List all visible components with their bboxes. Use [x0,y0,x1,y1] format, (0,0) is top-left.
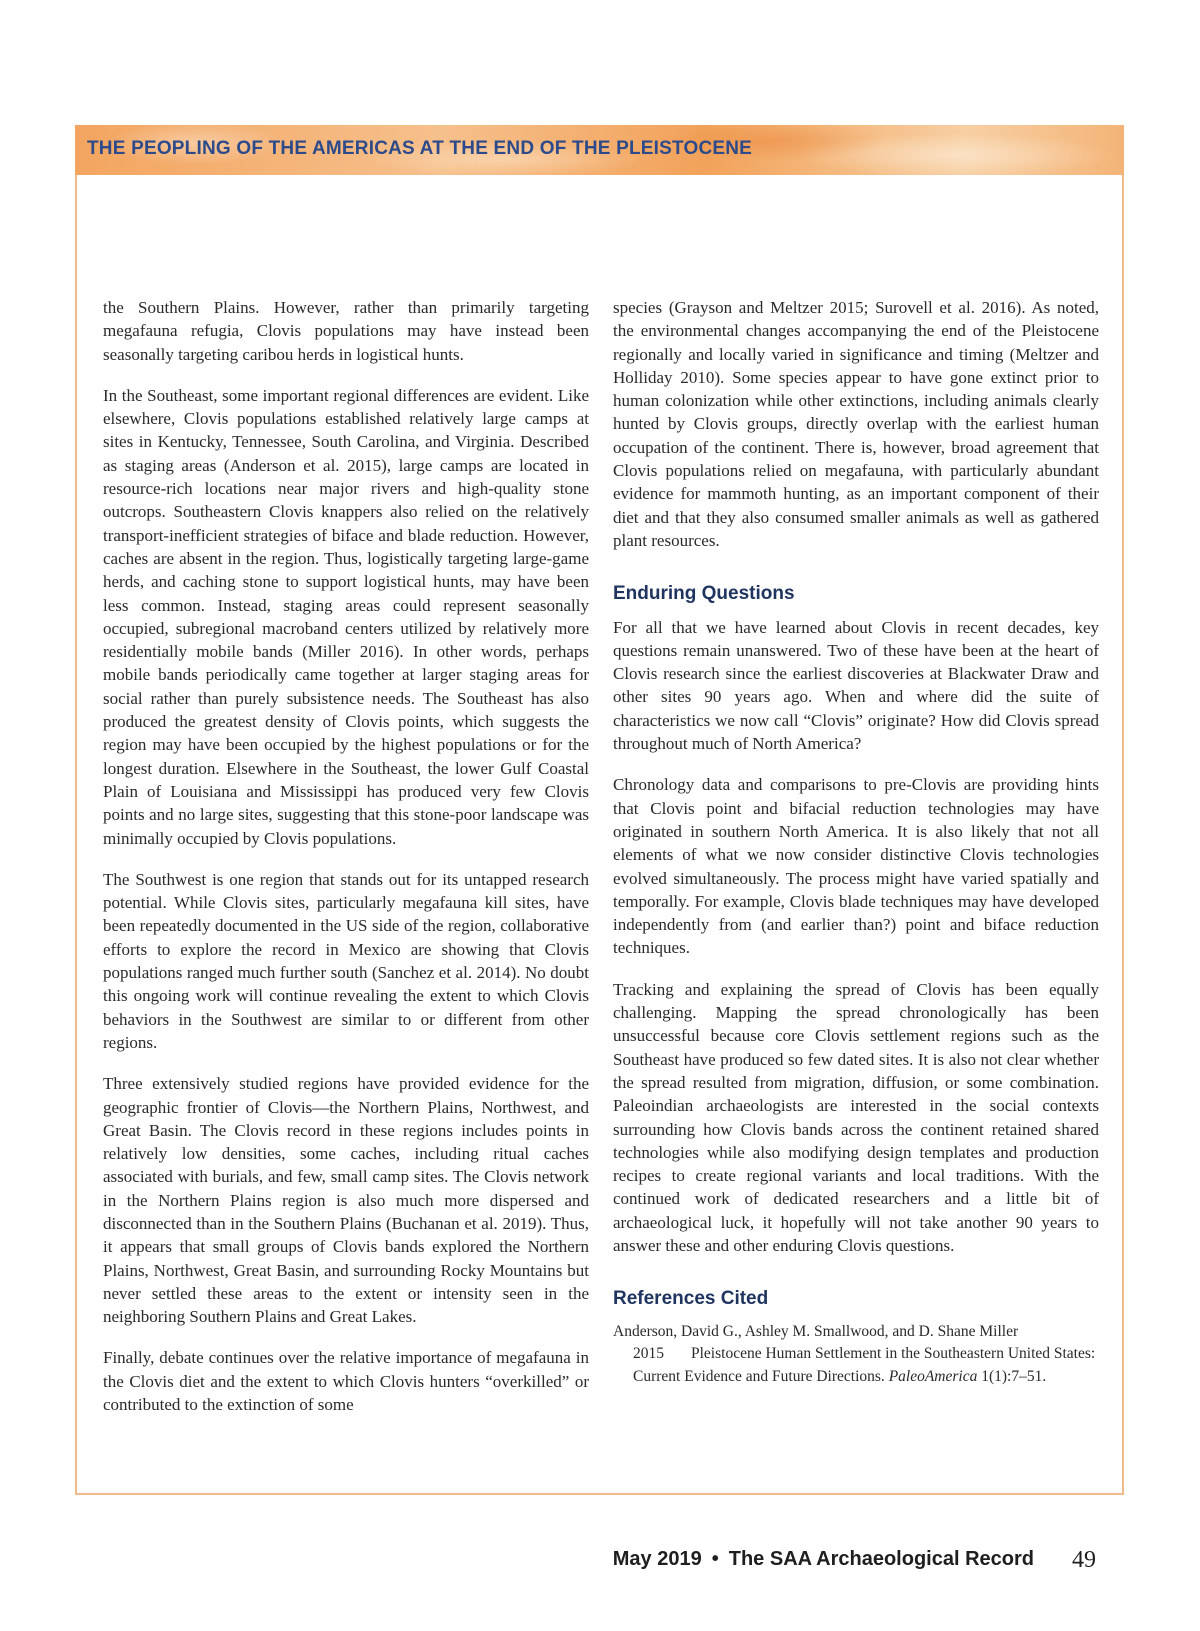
footer-separator: • [711,1548,719,1570]
paragraph: species (Grayson and Meltzer 2015; Surovell et al. 2016). As noted, the environmental changes accompanying the end of the Pleistocene regionally and locally varied in significance and timing (Meltzer and Holliday 2010). Some species appear to have gone extinct prior to human colonization while other extinctions, including animals clearly hunted by Clovis groups, directly overlap with the earliest human occupation of the continent. There is, however, broad agreement that Clovis populations relied on megafauna, with particularly abundant evidence for mammoth hunting, as an important component of their diet and that they also consumed smaller animals as well as gathered plant resources. [613,298,1099,550]
footer-date: May 2019 [612,1548,702,1570]
section-title: THE PEOPLING OF THE AMERICAS AT THE END OF THE PLEISTOCENE [87,138,753,159]
page-number: 49 [1072,1547,1096,1573]
paragraph: Three extensively studied regions have provided evidence for the geographic frontier of Clovis—the Northern Plains, Northwest, and Great Basin. The Clovis record in these regions includes points in relatively low densities, some caches, including ritual caches associated with burials, and few, small camp sites. The Clovis network in the Northern Plains region is also much more dispersed and disconnected than in the Southern Plains (Buchanan et al. 2019). Thus, it appears that small groups of Clovis bands explored the Northern Plains, Northwest, Great Basin, and surrounding Rocky Mountains but never settled these areas to the extent or intensity seen in the neighboring Southern Plains and Great Lakes. [103,1074,589,1327]
reference-title: Pleistocene Human Settlement in the Southeastern United States: Current Evidence and Future Directions. [633,1345,1096,1385]
left-column [103,296,589,1434]
paragraph: Tracking and explaining the spread of Clovis has been equally challenging. Mapping the spread chronologically has been unsuccessful because core Clovis settlement regions such as the Southeast have produced so few dated sites. It is also not clear whether the spread resulted from migration, diffusion, or some combination. Paleoindian archaeologists are interested in the social contexts surrounding how Clovis bands across the continent retained shared technologies while also modifying design templates and production recipes to create regional variants and local traditions. With the continued work of dedicated researchers and a little bit of archaeological luck, it hopefully will not take another 90 years to answer these and other enduring Clovis questions. [613,979,1099,1255]
section-banner [75,125,1124,175]
reference-entry [613,1321,1099,1389]
reference-citation: 1(1):7–51. [981,1367,1047,1385]
paragraph: In the Southeast, some important regional differences are evident. Like elsewhere, Clovis populations established relatively large camps at sites in Kentucky, Tennessee, South Carolina, and Virginia. Described as staging areas (Anderson et al. 2015), large camps are located in resource-rich locations near major rivers and high-quality stone outcrops. Southeastern Clovis knappers also relied on the relatively transport-inefficient strategies of biface and blade reduction. However, caches are absent in the region. Thus, logistically targeting large-game herds, and caching stone to support logistical hunts, may have been less common. Instead, staging areas could represent seasonally occupied, subregional macroband centers utilized by relatively more residentially mobile bands (Miller 2016). In other words, perhaps mobile bands periodically came together at larger staging areas for social rather than purely subsistence needs. The Southeast has also produced the greatest density of Clovis points, which suggests the region may have been occupied by the highest populations or for the longest duration. Elsewhere in the Southeast, the lower Gulf Coastal Plain of Louisiana and Mississippi has produced very few Clovis points and no large sites, suggesting that this stone-poor landscape was minimally occupied by Clovis populations. [103,385,589,848]
heading-references: References Cited [613,1288,769,1310]
paragraph: Chronology data and comparisons to pre-Clovis are providing hints that Clovis point and bifacial reduction technologies may have originated in southern North America. It is also likely that not all elements of what we now consider distinctive Clovis technologies evolved simultaneously. The process might have varied spatially and temporally. For example, Clovis blade techniques may have developed independently from (and earlier than?) point and biface reduction techniques. [613,775,1099,958]
heading-enduring-questions: Enduring Questions [613,583,795,605]
reference-year: 2015 [633,1345,664,1363]
paragraph: Finally, debate continues over the relative importance of megafauna in the Clovis diet and the extent to which Clovis hunters “overkilled” or contributed to the extinction of some [103,1348,589,1415]
paragraph: For all that we have learned about Clovis in recent decades, key questions remain unanswered. Two of these have been at the heart of Clovis research since the earliest discoveries at Blackwater Draw and other sites 90 years ago. When and where did the suite of characteristics we now call “Clovis” originate? How did Clovis spread throughout much of North America? [613,617,1099,754]
reference-journal: PaleoAmerica [888,1367,978,1385]
paragraph: the Southern Plains. However, rather than primarily targeting megafauna refugia, Clovis populations may have instead been seasonally targeting caribou herds in logistical hunts. [103,298,589,364]
footer-publication-line [613,1548,1034,1571]
footer-publication: The SAA Archaeological Record [728,1548,1034,1570]
paragraph: The Southwest is one region that stands out for its untapped research potential. While Clovis sites, particularly megafauna kill sites, have been repeatedly documented in the US side of the region, collaborative efforts to explore the record in Mexico are showing that Clovis populations ranged much further south (Sanchez et al. 2014). No doubt this ongoing work will continue revealing the extent to which Clovis behaviors in the Southwest are similar to or different from other regions. [103,869,589,1052]
page-footer [0,1548,1200,1578]
right-column [613,296,1099,1406]
reference-authors: Anderson, David G., Ashley M. Smallwood, and D. Shane Miller [613,1322,1019,1340]
